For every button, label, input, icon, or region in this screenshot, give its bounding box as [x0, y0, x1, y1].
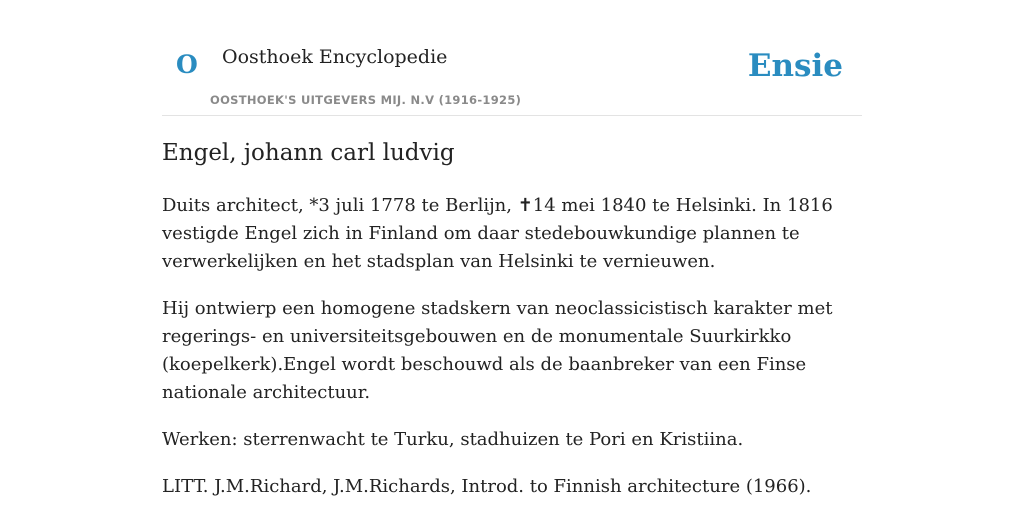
- ensie-brand-link[interactable]: Ensie: [747, 48, 843, 84]
- entry-title: Engel, johann carl ludvig: [162, 140, 455, 166]
- publication-title[interactable]: Oosthoek Encyclopedie: [222, 46, 448, 68]
- page-container: [162, 0, 862, 497]
- entry-paragraph: Werken: sterrenwacht te Turku, stadhuizen te Pori en Kristiina.: [162, 429, 744, 450]
- publisher-name: OOSTHOEK'S UITGEVERS MIJ. N.V (1916-1925): [210, 93, 522, 107]
- entry-body: [162, 192, 862, 512]
- entry-paragraph: LITT. J.M.Richard, J.M.Richards, Introd. to Finnish architecture (1966).: [162, 476, 812, 497]
- entry-paragraph: Hij ontwierp een homogene stadskern van neoclassicistisch karakter met regerings- en universiteitsgebouwen en de monumentale Suurkirkko (koepelkerk).Engel wordt beschouwd als de baanbreker van een Finse nationale architectuur.: [162, 298, 833, 403]
- publication-logo: O: [176, 50, 198, 79]
- publication-header: [162, 0, 862, 116]
- entry-paragraph: Duits architect, *3 juli 1778 te Berlijn, ✝14 mei 1840 te Helsinki. In 1816 vestigde Engel zich in Finland om daar stedebouwkundige plannen te verwerkelijken en het stadsplan van Helsinki te vernieuwen.: [162, 195, 833, 272]
